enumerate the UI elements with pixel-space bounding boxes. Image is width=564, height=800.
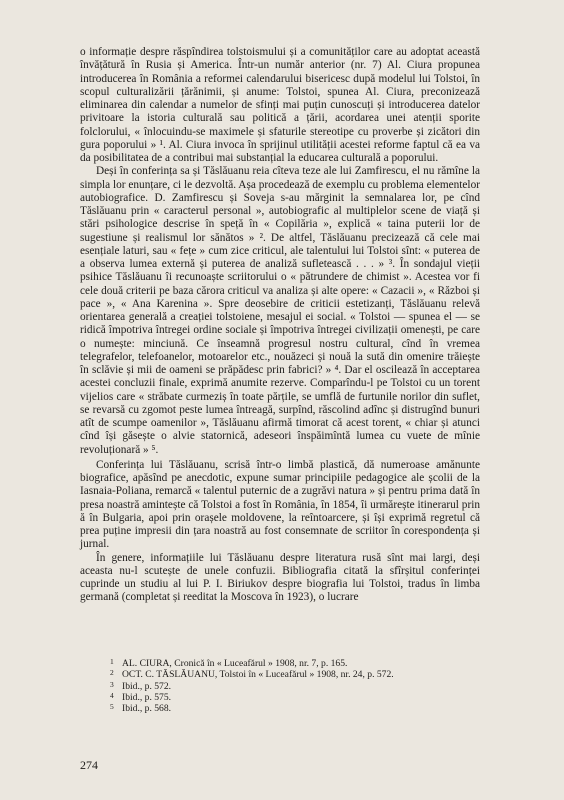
paragraph-3: Conferința lui Tăslăuanu, scrisă într-o limbă plastică, dă numeroase amănunte biografice, apăsînd pe anecdotic, expune sumar principiile pedagogice ale școlii de la Iasnaia-Poliana, remarcă « talentul puternic de a zugrăvi natura » și pentru prima dată în presa noastră amintește că Tolstoi a fost în România, în 1854, îi urmărește itinerarul prin ă în Bulgaria, apoi prin orașele moldovene, la reîntoarcere, și își exprimă regretul că prea puține impresii din țara noastră au fost consemnate de scriitor în corespondența și jurnal. [80, 458, 480, 551]
footnote-number: 2 [110, 668, 114, 678]
footnote-number: 3 [110, 679, 114, 689]
footnote-text: AL. CIURA, Cronică în « Luceafărul » 1908, nr. 7, p. 165. [122, 658, 348, 669]
footnote-number: 4 [110, 690, 114, 700]
footnote-text: Ibid., p. 568. [122, 703, 172, 715]
footnote-text: Ibid., p. 572. [122, 680, 172, 692]
paragraph-1: o informație despre răspîndirea tolstoismului și a comunităților care au adoptat această învățătură în Rusia și America. Într-un număr anterior (nr. 7) Al. Ciura propunea introducerea în România a reformei calendarului bisericesc după modelul lui Tolstoi, în scopul culturalizării țărănimii, și anume: Tolstoi, spunea Al. Ciura, preconizează eliminarea din calendar a numelor de sfinți mai puțin cunoscuți și introducerea datelor privitoare la istoria culturală sau politică a țării, acordarea unei atenții sporite folclorului, « înlocuindu-se maximele și sfaturile stereotipe cu proverbe și zicători din gura poporului » ¹. Al. Ciura invoca în sprijinul utilității acestei reforme faptul că ea va da posibilitatea de a contribui mai substanțial la educarea culturală a poporului. [80, 46, 480, 164]
footnote-number: 1 [110, 657, 114, 666]
body-text [80, 46, 480, 605]
footnote-number: 5 [110, 702, 114, 712]
footnote [110, 669, 470, 680]
paragraph-4: În genere, informațiile lui Tăslăuanu despre literatura rusă sînt mai largi, deși aceasta nu-l scutește de unele confuzii. Bibliografia citată la sfîrșitul conferinței cuprinde un studiu al lui P. I. Biriukov despre biografia lui Tolstoi, tradus în limba germană (completat și reeditat la Moscova în 1923), o lucrare [80, 551, 480, 604]
footnote [110, 692, 470, 703]
footnote [110, 703, 470, 714]
footnote [110, 681, 470, 692]
footnote-text: Ibid., p. 575. [122, 691, 172, 703]
footnote [110, 658, 470, 669]
paragraph-2: Deși în conferința sa și Tăslăuanu reia cîteva teze ale lui Zamfirescu, el nu rămîne la simpla lor enunțare, ci le dezvoltă. Așa procedează de exemplu cu problema elementelor autobiografice. D. Zamfirescu și Soveja s-au mărginit la semnalarea lor, pe cînd Tăslăuanu prin « caracterul personal », autobiografic al multiplelor scene de viață și stări psihologice descrise în speță în « Copilăria », explică « taina puterii lor de sugestiune și realismul lor sănătos » ². De altfel, Tăslăuanu precizează că cele mai esențiale laturi, sau « fețe » cum zice criticul, ale talentului lui Tolstoi sînt: « puterea de a observa lumea externă și puterea de analiză sufletească . . . » ³. În sondajul vieții psihice Tăslăuanu îi recunoaște scriitorului o « pătrundere de chimist ». Acestea vor fi cele două criterii pe baza cărora criticul va analiza și alte opere: « Cazacii », « Război și pace », « Ana Karenina ». Spre deosebire de criticii estetizanți, Tăslăuanu relevă orientarea generală a creației tolstoiene, mesajul ei social. « Tolstoi — spunea el — se ridică împotriva întregei ordine sociale și împotriva întregei civilizații omenești, pe care o numește: minciună. Ce înseamnă progresul nostru cultural, cînd în vremea telegrafelor, telefoanelor, motoarelor etc., nouăzeci și nouă la sută din omenire trăiește în sclăvie și mii de oameni se prăpădesc prin fabrici? » ⁴. Dar el oscilează în acceptarea acestei concluzii finale, exprimă anumite rezerve. Comparîndu-l pe Tolstoi cu un torent vijelios care « străbate curmeziș în toate părțile, se umflă de furtunile norilor din suflet, se revarsă cu zgomot peste lumea întreagă, surpînd, răscolind adînc și distrugînd bunuri atît de scumpe oamenilor », Tăslăuanu afirmă timorat că acest torent, « chiar și atunci cînd își găsește o alvie statornică, adeseori înspăimîntă lumea cu vuete de mînie revoluționară » ⁵. [80, 165, 480, 456]
footnote-text: OCT. C. TĂSLĂUANU, Tolstoi în « Luceafărul » 1908, nr. 24, p. 572. [122, 669, 394, 681]
page-number: 274 [80, 758, 98, 772]
footnotes [110, 658, 470, 714]
